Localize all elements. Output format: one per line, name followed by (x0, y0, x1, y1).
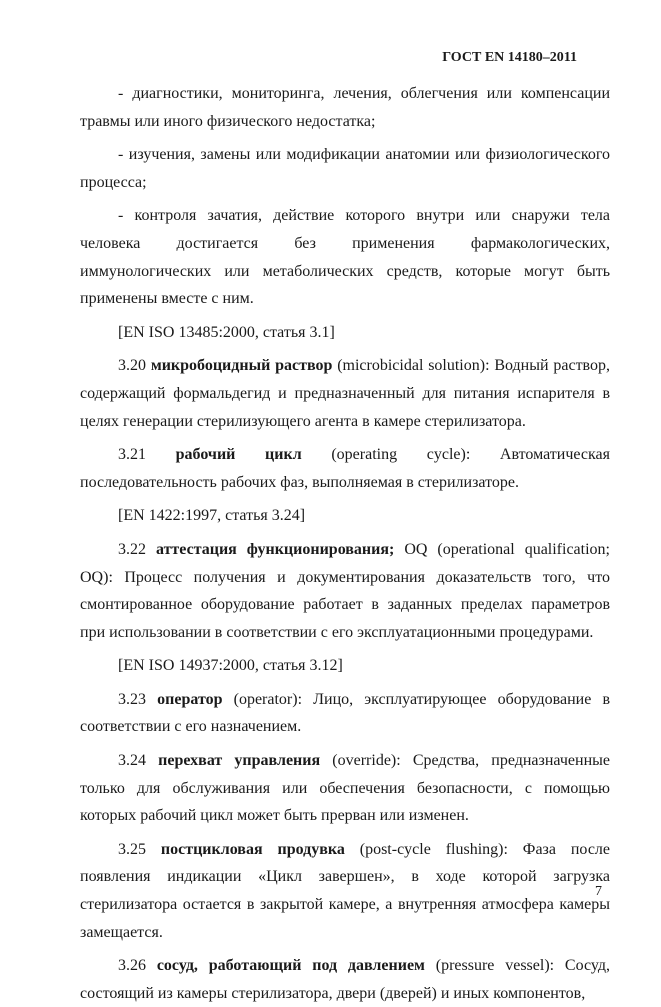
term-definition (80, 952, 610, 1007)
paragraph (80, 202, 610, 312)
paragraph (80, 80, 610, 135)
term-number: 3.21 (118, 446, 176, 464)
term-name: оператор (157, 690, 223, 708)
term-definition (80, 536, 610, 646)
term-definition (80, 747, 610, 830)
term-name: аттестация функционирования; (155, 540, 395, 558)
paragraph (80, 141, 610, 196)
text-run: [EN 1422:1997, статья 3.24] (118, 507, 306, 525)
term-description: (operator): Лицо, эксплуатирующее оборудование в соответствии с его назначением. (80, 690, 611, 736)
text-run: - диагностики, мониторинга, лечения, облегчения или компенсации травмы или иного физического недостатка; (80, 85, 610, 130)
term-definition (80, 686, 610, 741)
term-description: (override): Средства, предназначенные только для обслуживания или обеспечения безопасности, с помощью которых рабочий цикл может быть прерван или изменен. (80, 752, 611, 825)
term-number: 3.25 (118, 840, 161, 858)
term-description: OQ (operational qualification; OQ): Процесс получения и документирования доказательств того, что смонтированное оборудование работает в заданных пределах параметров при использовании в соответствии с его эксплуатационными процедурами. (80, 540, 610, 641)
term-number: 3.20 (118, 357, 151, 375)
text-run: - контроля зачатия, действие которого внутри или снаружи тела человека достигается без применения фармакологических, иммунологических или метаболических средств, которые могут быть применены вместе с ним. (80, 207, 610, 308)
text-run: [EN ISO 13485:2000, статья 3.1] (118, 323, 335, 341)
term-number: 3.22 (118, 540, 156, 558)
term-number: 3.26 (118, 957, 157, 975)
reference-paragraph (80, 502, 610, 530)
page-number: 7 (595, 884, 602, 899)
term-definition (80, 836, 610, 946)
term-number: 3.23 (118, 690, 158, 708)
term-name: микробоцидный раствор (150, 357, 333, 375)
term-name: постцикловая продувка (160, 840, 345, 858)
term-description: (pressure vessel): Сосуд, состоящий из камеры стерилизатора, двери (дверей) и иных компонентов, (80, 957, 611, 1002)
term-description: (post-cycle flushing): Фаза после появления индикации «Цикл завершен», в ходе которой загрузка стерилизатора остается в закрытой камере, а внутренняя атмосфера камеры замещается. (80, 840, 611, 941)
term-description: (microbicidal solution): Водный раствор, содержащий формальдегид и предназначенный для питания испарителя в целях генерации стерилизующего агента в камере стерилизатора. (80, 357, 610, 430)
document-body (80, 80, 610, 1007)
document-header: ГОСТ EN 14180–2011 (442, 50, 577, 65)
term-name: рабочий цикл (175, 446, 302, 464)
text-run: - изучения, замены или модификации анатомии или физиологического процесса; (80, 146, 610, 191)
term-definition (80, 441, 610, 496)
reference-paragraph (80, 652, 610, 680)
term-name: сосуд, работающий под давлением (156, 957, 425, 975)
term-description: (operating cycle): Автоматическая последовательность рабочих фаз, выполняемая в стерилизаторе. (80, 446, 611, 491)
term-name: перехват управления (158, 752, 321, 770)
term-number: 3.24 (118, 752, 159, 770)
text-run: [EN ISO 14937:2000, статья 3.12] (118, 657, 343, 675)
term-definition (80, 352, 610, 435)
reference-paragraph (80, 319, 610, 347)
